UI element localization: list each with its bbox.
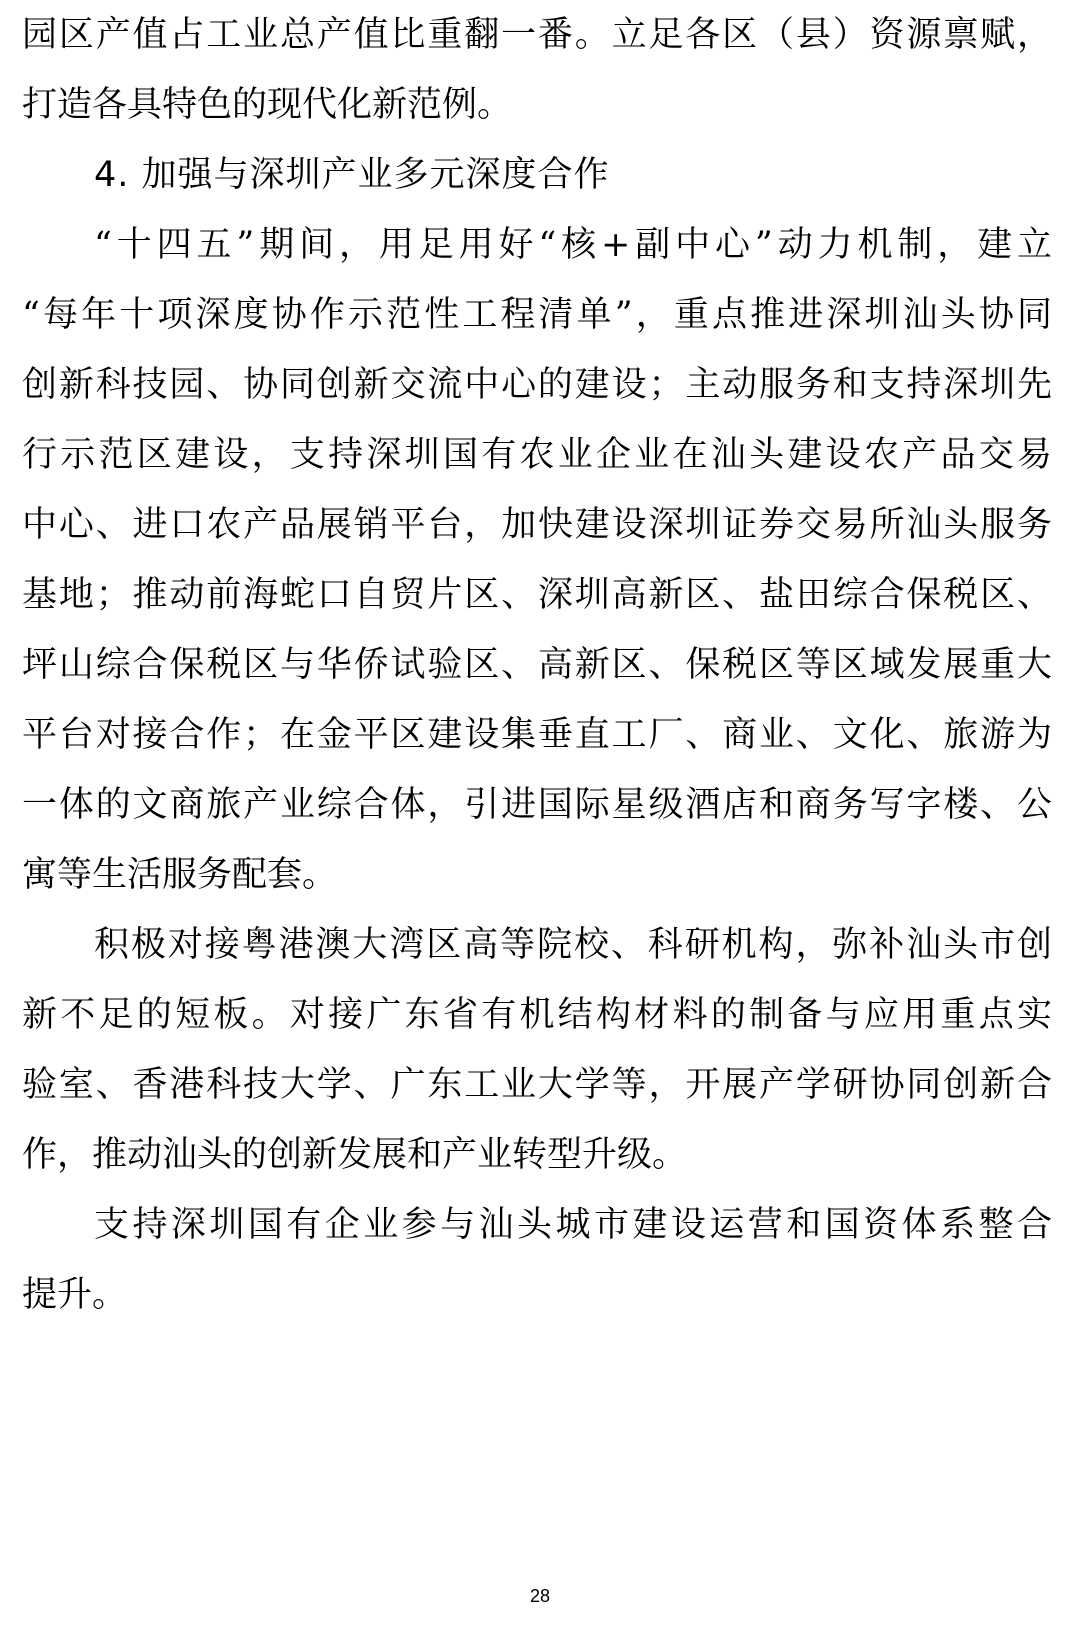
paragraph bbox=[22, 210, 1052, 910]
body-text-line: 一体的文商旅产业综合体，引进国际星级酒店和商务写字楼、公 bbox=[22, 785, 1052, 825]
body-text-line: 作，推动汕头的创新发展和产业转型升级。 bbox=[22, 1135, 688, 1175]
body-text-line: “十四五”期间，用足用好“核+副中心”动力机制，建立 bbox=[94, 225, 1052, 265]
document-page bbox=[22, 0, 1052, 1330]
body-text-line: 创新科技园、协同创新交流中心的建设；主动服务和支持深圳先 bbox=[22, 365, 1052, 405]
body-text-line: 基地；推动前海蛇口自贸片区、深圳高新区、盐田综合保税区、 bbox=[22, 575, 1052, 615]
body-text-line: 行示范区建设，支持深圳国有农业企业在汕头建设农产品交易 bbox=[22, 435, 1052, 475]
body-text-line: 新不足的短板。对接广东省有机结构材料的制备与应用重点实 bbox=[22, 995, 1052, 1035]
body-text-line: 园区产值占工业总产值比重翻一番。立足各区（县）资源禀赋， bbox=[22, 15, 1052, 55]
body-text-line: 提升。 bbox=[22, 1275, 128, 1315]
body-text-line: 验室、香港科技大学、广东工业大学等，开展产学研协同创新合 bbox=[22, 1065, 1052, 1105]
paragraph bbox=[22, 910, 1052, 1190]
body-text-line: 支持深圳国有企业参与汕头城市建设运营和国资体系整合 bbox=[94, 1205, 1052, 1245]
body-text-line: 平台对接合作；在金平区建设集垂直工厂、商业、文化、旅游为 bbox=[22, 715, 1052, 755]
body-text-line: 打造各具特色的现代化新范例。 bbox=[22, 85, 513, 125]
paragraph bbox=[22, 1190, 1052, 1330]
body-text-line: 坪山综合保税区与华侨试验区、高新区、保税区等区域发展重大 bbox=[22, 645, 1052, 685]
body-text-line: 寓等生活服务配套。 bbox=[22, 855, 338, 895]
body-text-line: “每年十项深度协作示范性工程清单”，重点推进深圳汕头协同 bbox=[22, 295, 1052, 335]
page-number: 28 bbox=[529, 1586, 551, 1606]
section-heading: 4. 加强与深圳产业多元深度合作 bbox=[94, 155, 610, 195]
body-text-line: 积极对接粤港澳大湾区高等院校、科研机构，弥补汕头市创 bbox=[94, 925, 1052, 965]
body-text-line: 中心、进口农产品展销平台，加快建设深圳证券交易所汕头服务 bbox=[22, 505, 1052, 545]
